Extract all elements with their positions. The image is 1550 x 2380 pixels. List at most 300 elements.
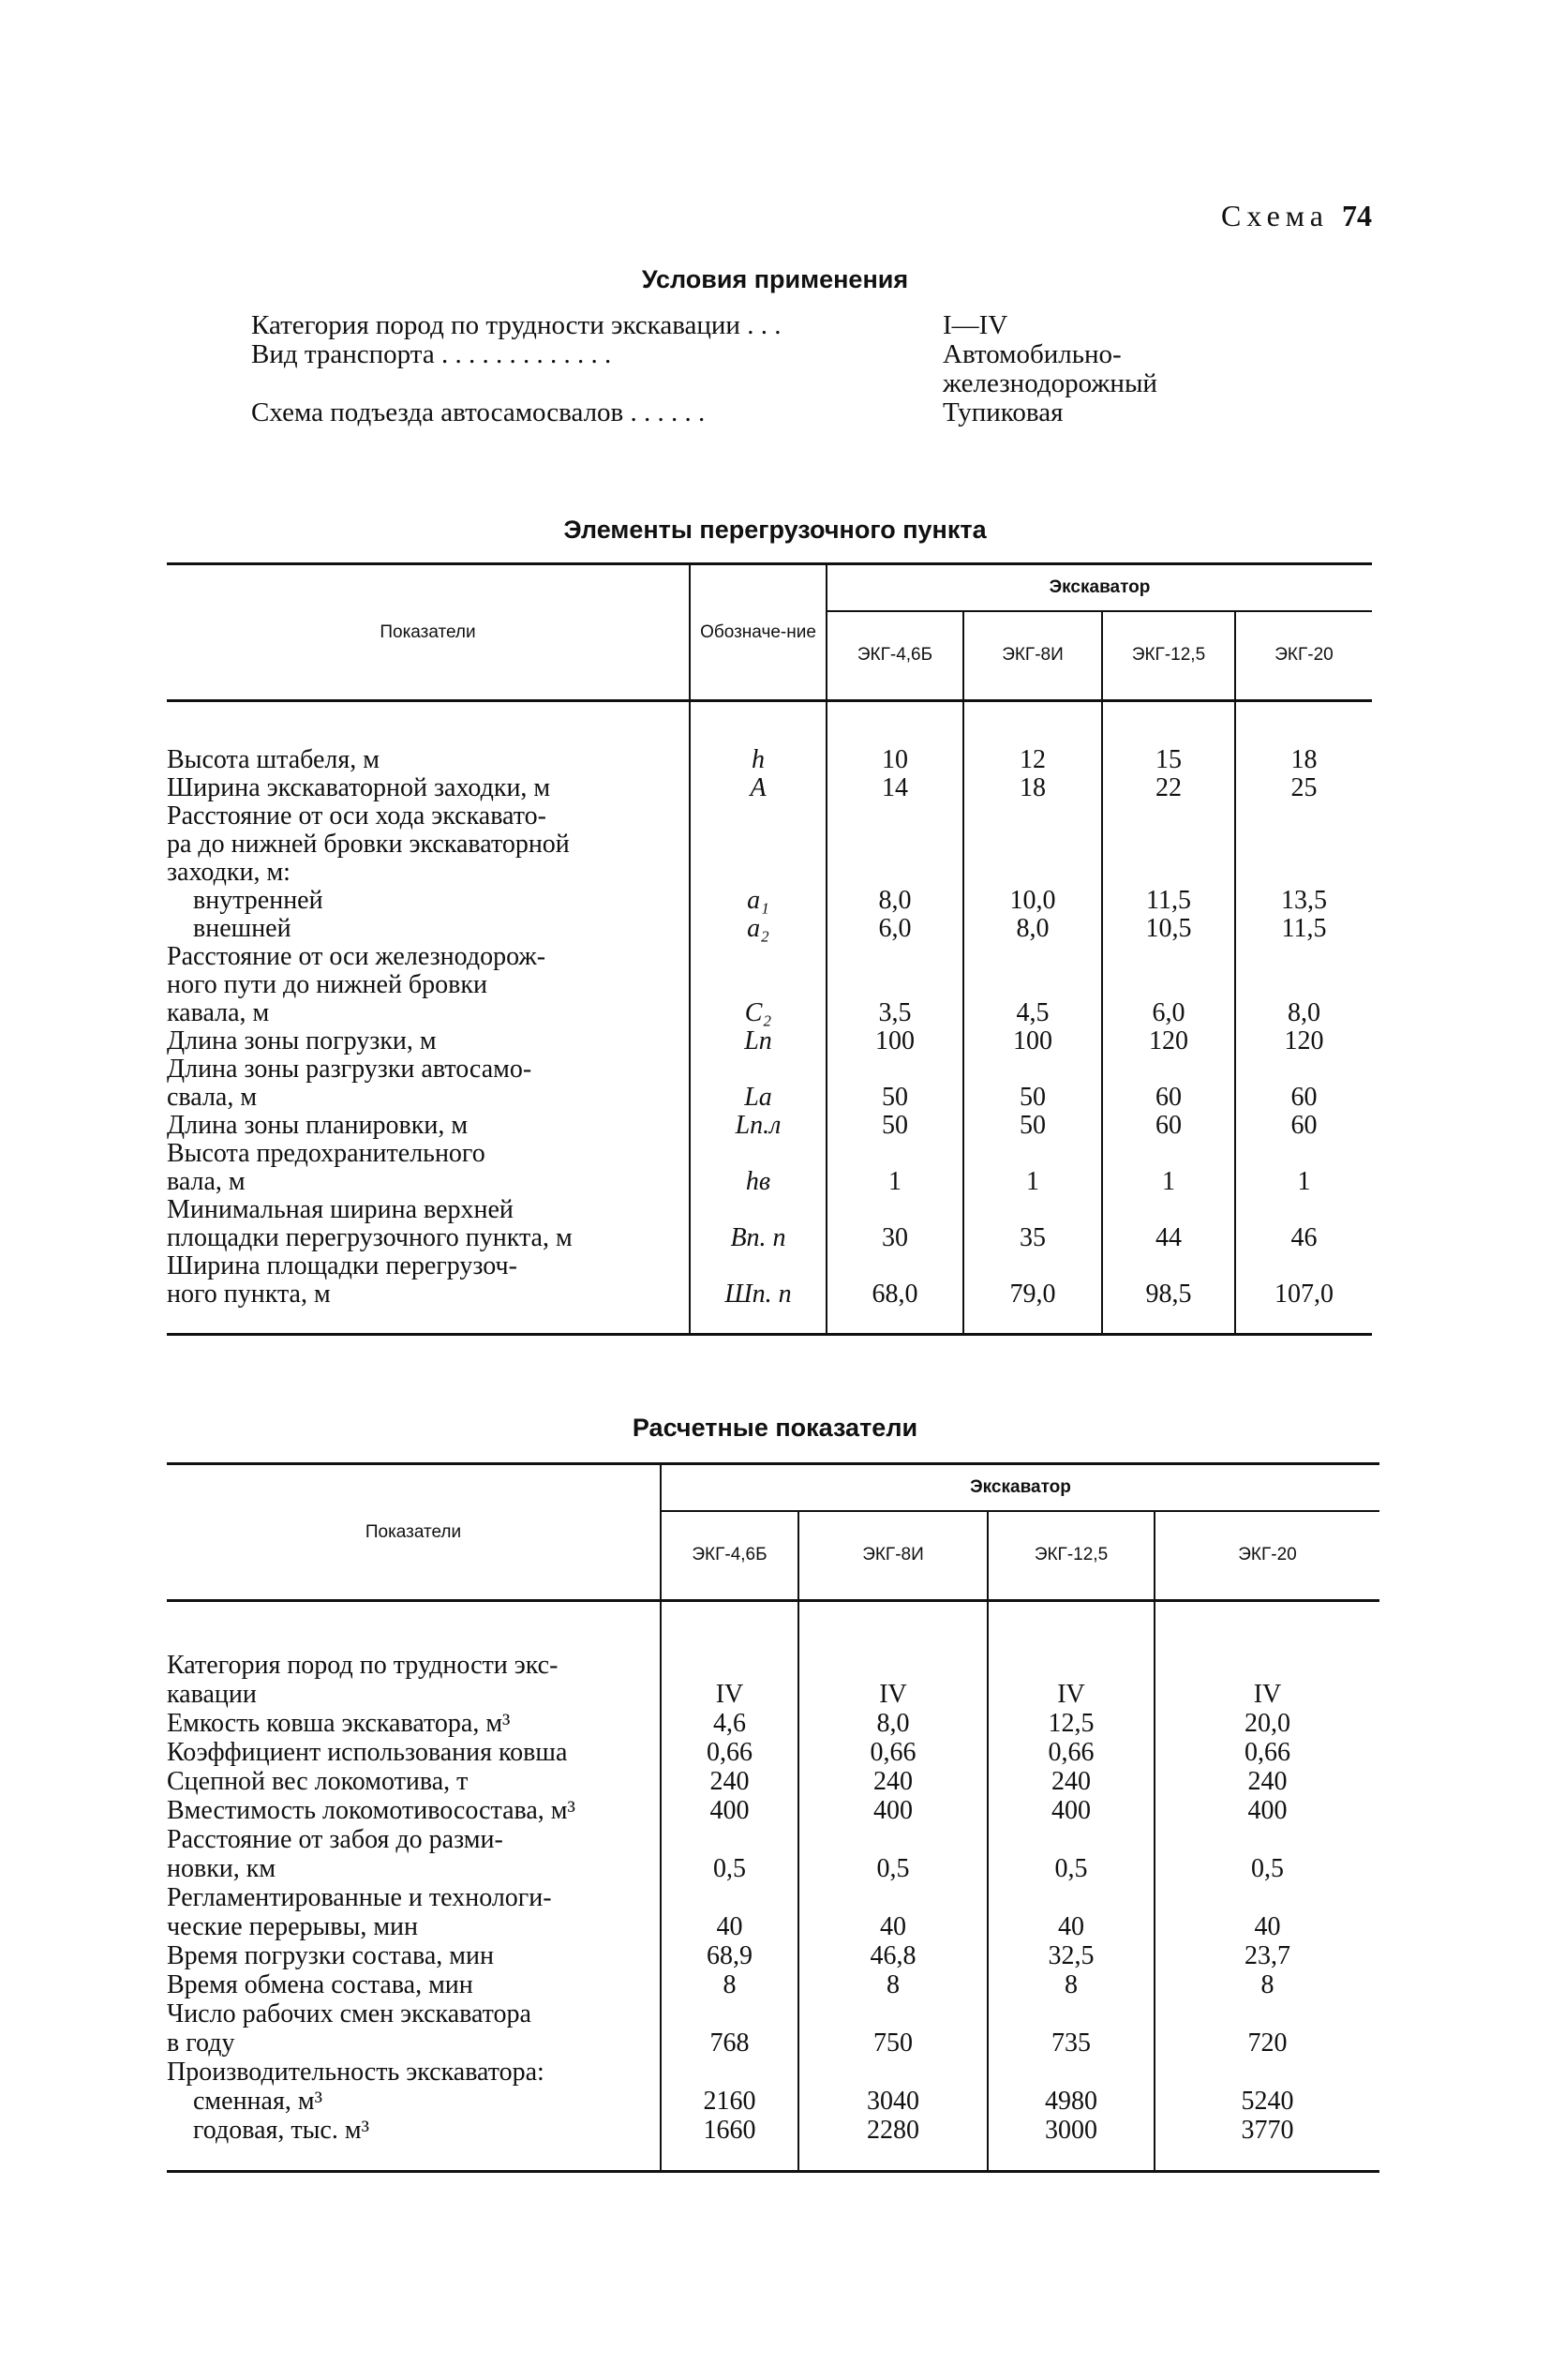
row-value-text: 8,0 xyxy=(878,885,912,915)
row-value-text: 40 xyxy=(716,1911,743,1941)
condition-value: Автомобильно- xyxy=(943,339,1122,369)
spacer-cell xyxy=(167,1309,690,1335)
table-row xyxy=(167,887,1372,915)
row-value xyxy=(1235,802,1372,887)
t1-header-symbol-text: Обозначе-ние xyxy=(700,621,816,642)
row-label-line: Категория пород по трудности экс- xyxy=(167,1651,559,1680)
row-value-text: 4,6 xyxy=(713,1708,746,1738)
row-value xyxy=(963,1055,1102,1112)
calculated-indicators-table xyxy=(167,1462,1379,2173)
row-label-line: годовая, тыс. м³ xyxy=(167,2116,369,2145)
row-symbol xyxy=(690,1027,827,1055)
row-value-text: 98,5 xyxy=(1145,1279,1192,1309)
spacer-cell xyxy=(963,701,1102,746)
row-value xyxy=(827,1112,963,1140)
row-value xyxy=(798,2000,988,2058)
row-value-text: 60 xyxy=(1290,1110,1318,1140)
condition-row xyxy=(251,369,1244,398)
row-value xyxy=(827,774,963,802)
row-label-line: Ширина экскаваторной заходки, м xyxy=(167,773,551,802)
row-label xyxy=(167,1826,661,1884)
row-label xyxy=(167,802,690,887)
condition-row xyxy=(251,340,1244,369)
table-row xyxy=(167,774,1372,802)
spacer-cell xyxy=(167,1601,661,1652)
row-value-text: 8 xyxy=(723,1969,737,1999)
row-value xyxy=(661,1971,798,2000)
row-value xyxy=(1102,1140,1235,1196)
spacer-cell xyxy=(827,1309,963,1335)
row-value xyxy=(1155,1797,1379,1826)
row-symbol-text: a₂ xyxy=(747,913,769,943)
row-symbol-text: Шп. п xyxy=(724,1279,792,1309)
row-value-text: 240 xyxy=(1051,1766,1091,1796)
row-value xyxy=(661,1768,798,1797)
row-value xyxy=(661,1826,798,1884)
t2-excavator-3: ЭКГ-20 xyxy=(1155,1511,1379,1601)
table-row xyxy=(167,2088,1379,2117)
row-value xyxy=(1155,1768,1379,1797)
row-label xyxy=(167,943,690,1027)
row-value xyxy=(1235,943,1372,1027)
row-value-text: 23,7 xyxy=(1244,1940,1290,1970)
spacer-cell xyxy=(1235,1309,1372,1335)
row-value-text: 6,0 xyxy=(1152,997,1185,1027)
table-row xyxy=(167,1826,1379,1884)
spacer-row xyxy=(167,701,1372,746)
row-value xyxy=(988,2117,1155,2146)
condition-row xyxy=(251,311,1244,340)
row-value-text: 1660 xyxy=(703,2115,756,2145)
conditions-list xyxy=(251,311,1244,427)
row-value xyxy=(798,2088,988,2117)
row-value-text: 50 xyxy=(1020,1082,1046,1112)
row-value xyxy=(798,1652,988,1710)
row-value-text: 240 xyxy=(1247,1766,1288,1796)
row-label xyxy=(167,1710,661,1739)
spacer-row xyxy=(167,2146,1379,2172)
row-value-text: 44 xyxy=(1155,1222,1182,1252)
row-value xyxy=(988,1797,1155,1826)
row-value-text: 3770 xyxy=(1241,2115,1294,2145)
condition-value: Тупиковая xyxy=(943,397,1064,427)
row-symbol xyxy=(690,1252,827,1309)
table-row xyxy=(167,915,1372,943)
row-value-text: 50 xyxy=(882,1110,908,1140)
row-value xyxy=(798,1884,988,1942)
row-label-line: Высота предохранительного xyxy=(167,1139,485,1168)
row-value-text: 30 xyxy=(882,1222,908,1252)
row-label-line: свала, м xyxy=(167,1083,258,1112)
row-label xyxy=(167,1027,690,1055)
spacer-cell xyxy=(1155,2146,1379,2172)
row-value xyxy=(963,943,1102,1027)
row-value-text: 40 xyxy=(1058,1911,1084,1941)
row-value-text: 3000 xyxy=(1045,2115,1097,2145)
t1-excavator-2: ЭКГ-12,5 xyxy=(1102,611,1235,701)
row-value xyxy=(827,1027,963,1055)
row-label-line: Коэффициент использования ковша xyxy=(167,1738,568,1767)
row-value-text: 68,9 xyxy=(707,1940,753,1970)
row-value-text: 8 xyxy=(1260,1969,1274,1999)
row-value-text: 11,5 xyxy=(1146,885,1191,915)
row-value xyxy=(798,2058,988,2088)
row-value-text: 0,5 xyxy=(713,1853,746,1883)
table-row xyxy=(167,1971,1379,2000)
table-row xyxy=(167,1652,1379,1710)
condition-value: I—IV xyxy=(943,310,1008,340)
row-value-text: IV xyxy=(1253,1679,1282,1709)
spacer-cell xyxy=(798,2146,988,2172)
row-label-line: площадки перегрузочного пункта, м xyxy=(167,1223,573,1252)
row-value xyxy=(963,1027,1102,1055)
table1-title: Элементы перегрузочного пункта xyxy=(563,516,987,544)
row-value-text: 40 xyxy=(1254,1911,1281,1941)
t1-header-indicator: Показатели xyxy=(167,564,690,701)
row-label-line: Производительность экскаватора: xyxy=(167,2058,544,2087)
row-label xyxy=(167,1196,690,1252)
t1-excavator-3: ЭКГ-20 xyxy=(1235,611,1372,701)
conditions-title: Условия применения xyxy=(641,265,909,293)
row-value xyxy=(827,746,963,774)
table-row xyxy=(167,1942,1379,1971)
table-row xyxy=(167,802,1372,887)
row-value xyxy=(988,1710,1155,1739)
t2-excavator-0: ЭКГ-4,6Б xyxy=(661,1511,798,1601)
row-value xyxy=(1102,915,1235,943)
row-value xyxy=(827,943,963,1027)
row-label-line: кавации xyxy=(167,1680,257,1709)
row-symbol xyxy=(690,1140,827,1196)
spacer-row xyxy=(167,1309,1372,1335)
row-label-line: Время обмена состава, мин xyxy=(167,1970,473,1999)
row-value-text: 46 xyxy=(1290,1222,1318,1252)
row-value xyxy=(1102,1196,1235,1252)
row-label-line: Длина зоны погрузки, м xyxy=(167,1026,437,1055)
condition-value: железнодорожный xyxy=(943,368,1157,398)
row-label xyxy=(167,2088,661,2117)
row-value xyxy=(963,802,1102,887)
row-symbol-text: a₁ xyxy=(747,885,769,915)
table-row xyxy=(167,2058,1379,2088)
row-label xyxy=(167,2000,661,2058)
t1-header-excavator: Экскаватор xyxy=(827,564,1372,611)
row-value xyxy=(798,1739,988,1768)
row-value xyxy=(798,1710,988,1739)
row-value xyxy=(963,887,1102,915)
row-value-text: 60 xyxy=(1155,1082,1182,1112)
row-value-text: 50 xyxy=(1020,1110,1046,1140)
spacer-cell xyxy=(167,701,690,746)
row-label-line: Время погрузки состава, мин xyxy=(167,1941,494,1970)
row-value-text: IV xyxy=(1057,1679,1085,1709)
row-value xyxy=(988,1768,1155,1797)
spacer-cell xyxy=(798,1601,988,1652)
row-value xyxy=(661,1710,798,1739)
row-value-text: 400 xyxy=(709,1795,750,1825)
row-label-line: Расстояние от оси железнодорож- xyxy=(167,942,546,971)
row-value-text: 1 xyxy=(1026,1166,1039,1196)
row-value xyxy=(661,1652,798,1710)
row-value xyxy=(963,1112,1102,1140)
row-value xyxy=(988,1942,1155,1971)
row-value xyxy=(661,1797,798,1826)
row-symbol-text: Lп.л xyxy=(735,1110,782,1140)
row-symbol xyxy=(690,1196,827,1252)
spacer-cell xyxy=(963,1309,1102,1335)
row-value xyxy=(1155,2058,1379,2088)
row-label-line: Расстояние от оси хода экскавато- xyxy=(167,801,546,831)
row-value xyxy=(827,1055,963,1112)
row-label-line: Длина зоны разгрузки автосамо- xyxy=(167,1055,532,1084)
spacer-cell xyxy=(661,1601,798,1652)
row-value xyxy=(1235,915,1372,943)
row-value-text: 79,0 xyxy=(1009,1279,1056,1309)
row-label xyxy=(167,1252,690,1309)
row-value xyxy=(1155,1942,1379,1971)
table-row xyxy=(167,1196,1372,1252)
row-value xyxy=(1102,774,1235,802)
row-label-line: заходки, м: xyxy=(167,858,291,887)
row-value xyxy=(1235,1252,1372,1309)
row-symbol-text: Bп. п xyxy=(730,1222,786,1252)
row-value xyxy=(661,1942,798,1971)
row-value xyxy=(798,1826,988,1884)
row-value xyxy=(988,1826,1155,1884)
table-row xyxy=(167,1768,1379,1797)
row-symbol xyxy=(690,1112,827,1140)
row-value-text: 100 xyxy=(875,1025,915,1055)
row-symbol-text: Lа xyxy=(744,1082,772,1112)
spacer-cell xyxy=(167,2146,661,2172)
table-row xyxy=(167,1884,1379,1942)
spacer-cell xyxy=(988,1601,1155,1652)
row-label xyxy=(167,746,690,774)
row-value-text: 8,0 xyxy=(876,1708,910,1738)
row-value xyxy=(798,2117,988,2146)
table2-title: Расчетные показатели xyxy=(632,1414,918,1442)
row-value-text: 1 xyxy=(1162,1166,1175,1196)
row-value xyxy=(798,1971,988,2000)
row-label-line: кавала, м xyxy=(167,998,270,1027)
row-value-text: 13,5 xyxy=(1281,885,1327,915)
row-value xyxy=(963,746,1102,774)
row-value xyxy=(1235,774,1372,802)
row-value-text: 68,0 xyxy=(872,1279,918,1309)
condition-row xyxy=(251,398,1244,427)
row-value xyxy=(1102,1112,1235,1140)
row-value-text: 240 xyxy=(709,1766,750,1796)
loading-point-elements-table xyxy=(167,562,1372,1336)
spacer-cell xyxy=(1102,701,1235,746)
row-value-text: 6,0 xyxy=(878,913,912,943)
row-value-text: 400 xyxy=(1051,1795,1091,1825)
row-value-text: 22 xyxy=(1155,772,1182,802)
table-row xyxy=(167,746,1372,774)
row-label xyxy=(167,1055,690,1112)
row-value-text: 2160 xyxy=(703,2086,756,2116)
condition-label: Категория пород по трудности экскавации . . . xyxy=(251,311,782,340)
row-value xyxy=(1235,1196,1372,1252)
table-row xyxy=(167,2000,1379,2058)
row-value xyxy=(1235,1140,1372,1196)
row-value xyxy=(827,1140,963,1196)
row-label-line: ного пункта, м xyxy=(167,1280,331,1309)
row-label xyxy=(167,2117,661,2146)
row-value xyxy=(1102,802,1235,887)
row-value-text: 32,5 xyxy=(1048,1940,1095,1970)
row-label-line: Высота штабеля, м xyxy=(167,745,380,774)
row-value xyxy=(827,1196,963,1252)
row-value xyxy=(827,1252,963,1309)
row-value-text: IV xyxy=(715,1679,744,1709)
row-value-text: 15 xyxy=(1155,744,1182,774)
row-value-text: 240 xyxy=(873,1766,913,1796)
row-label xyxy=(167,1140,690,1196)
row-value xyxy=(1155,1739,1379,1768)
row-symbol xyxy=(690,887,827,915)
row-value-text: 0,5 xyxy=(1251,1853,1284,1883)
row-value xyxy=(661,2117,798,2146)
table-row xyxy=(167,1055,1372,1112)
row-value xyxy=(1155,1652,1379,1710)
t2-excavator-2: ЭКГ-12,5 xyxy=(988,1511,1155,1601)
row-label-line: ра до нижней бровки экскаваторной xyxy=(167,830,570,859)
table-row xyxy=(167,943,1372,1027)
table-row xyxy=(167,1027,1372,1055)
row-value-text: 8 xyxy=(887,1969,900,1999)
row-value xyxy=(661,1884,798,1942)
spacer-row xyxy=(167,1601,1379,1652)
row-label-line: внешней xyxy=(167,914,291,943)
row-label-line: Число рабочих смен экскаватора xyxy=(167,1999,531,2028)
t2-excavator-1: ЭКГ-8И xyxy=(798,1511,988,1601)
row-value xyxy=(798,1797,988,1826)
row-value-text: 14 xyxy=(882,772,908,802)
table-row xyxy=(167,1140,1372,1196)
row-value xyxy=(1102,746,1235,774)
row-value-text: 400 xyxy=(1247,1795,1288,1825)
row-value xyxy=(1102,1027,1235,1055)
row-symbol-text: h xyxy=(752,744,765,774)
row-value xyxy=(827,802,963,887)
row-value xyxy=(1235,746,1372,774)
spacer-cell xyxy=(827,701,963,746)
row-value-text: 4980 xyxy=(1045,2086,1097,2116)
row-label-line: внутренней xyxy=(167,886,323,915)
row-label xyxy=(167,1652,661,1710)
table-row xyxy=(167,1710,1379,1739)
row-value-text: 46,8 xyxy=(870,1940,917,1970)
row-value-text: 0,5 xyxy=(876,1853,910,1883)
row-label xyxy=(167,1884,661,1942)
row-label xyxy=(167,915,690,943)
row-value xyxy=(827,887,963,915)
row-label-line: ного пути до нижней бровки xyxy=(167,970,487,999)
spacer-cell xyxy=(661,2146,798,2172)
row-value xyxy=(1102,1252,1235,1309)
row-symbol xyxy=(690,1055,827,1112)
row-value xyxy=(1155,1971,1379,2000)
row-value xyxy=(1102,943,1235,1027)
row-value xyxy=(1155,2117,1379,2146)
schema-num: 74 xyxy=(1342,199,1372,232)
row-value-text: 720 xyxy=(1247,2028,1288,2058)
row-symbol xyxy=(690,915,827,943)
row-label-line: Сцепной вес локомотива, т xyxy=(167,1767,469,1796)
condition-label xyxy=(251,369,943,398)
spacer-cell xyxy=(690,701,827,746)
row-symbol xyxy=(690,802,827,887)
table-row xyxy=(167,1739,1379,1768)
spacer-cell xyxy=(1155,1601,1379,1652)
row-value-text: 0,5 xyxy=(1054,1853,1088,1883)
row-value-text: 1 xyxy=(888,1166,902,1196)
spacer-cell xyxy=(988,2146,1155,2172)
row-value-text: 20,0 xyxy=(1244,1708,1290,1738)
row-value xyxy=(1155,2000,1379,2058)
row-label xyxy=(167,2058,661,2088)
row-label-line: Ширина площадки перегрузоч- xyxy=(167,1251,517,1280)
row-value-text: 2280 xyxy=(867,2115,919,2145)
condition-label: Вид транспорта . . . . . . . . . . . . . xyxy=(251,340,612,369)
row-value-text: 10,5 xyxy=(1145,913,1192,943)
row-value xyxy=(1102,887,1235,915)
table-row xyxy=(167,1112,1372,1140)
row-label-line: сменная, м³ xyxy=(167,2087,322,2116)
row-label xyxy=(167,1971,661,2000)
t1-excavator-0: ЭКГ-4,6Б xyxy=(827,611,963,701)
row-label-line: Регламентированные и технологи- xyxy=(167,1883,552,1912)
row-value xyxy=(798,1768,988,1797)
row-value xyxy=(1102,1055,1235,1112)
row-value-text: 8 xyxy=(1065,1969,1078,1999)
row-value-text: 8,0 xyxy=(1288,997,1320,1027)
row-value xyxy=(661,2088,798,2117)
row-label-line: новки, км xyxy=(167,1854,276,1883)
row-label-line: в году xyxy=(167,2028,235,2058)
spacer-cell xyxy=(1102,1309,1235,1335)
row-value-text: 18 xyxy=(1020,772,1046,802)
row-value-text: 60 xyxy=(1155,1110,1182,1140)
row-value-text: 107,0 xyxy=(1274,1279,1334,1309)
row-symbol xyxy=(690,943,827,1027)
schema-word: Схема xyxy=(1221,199,1329,232)
row-label-line: ческие перерывы, мин xyxy=(167,1912,419,1941)
row-label xyxy=(167,1942,661,1971)
row-symbol-text: hв xyxy=(745,1166,771,1196)
row-label xyxy=(167,1797,661,1826)
row-value-text: 0,66 xyxy=(870,1737,917,1767)
row-symbol xyxy=(690,774,827,802)
table-row xyxy=(167,1797,1379,1826)
row-value xyxy=(1155,1884,1379,1942)
row-value xyxy=(988,1971,1155,2000)
row-value xyxy=(1155,1826,1379,1884)
row-value-text: 750 xyxy=(873,2028,913,2058)
row-value-text: 120 xyxy=(1284,1025,1324,1055)
row-value xyxy=(661,2058,798,2088)
row-value xyxy=(988,2088,1155,2117)
row-value xyxy=(963,1252,1102,1309)
row-value-text: 400 xyxy=(873,1795,913,1825)
table-row xyxy=(167,2117,1379,2146)
schema-number xyxy=(1221,199,1372,233)
row-label-line: Расстояние от забоя до разми- xyxy=(167,1825,503,1854)
row-value-text: 11,5 xyxy=(1281,913,1327,943)
row-value-text: 0,66 xyxy=(1244,1737,1290,1767)
row-label xyxy=(167,887,690,915)
